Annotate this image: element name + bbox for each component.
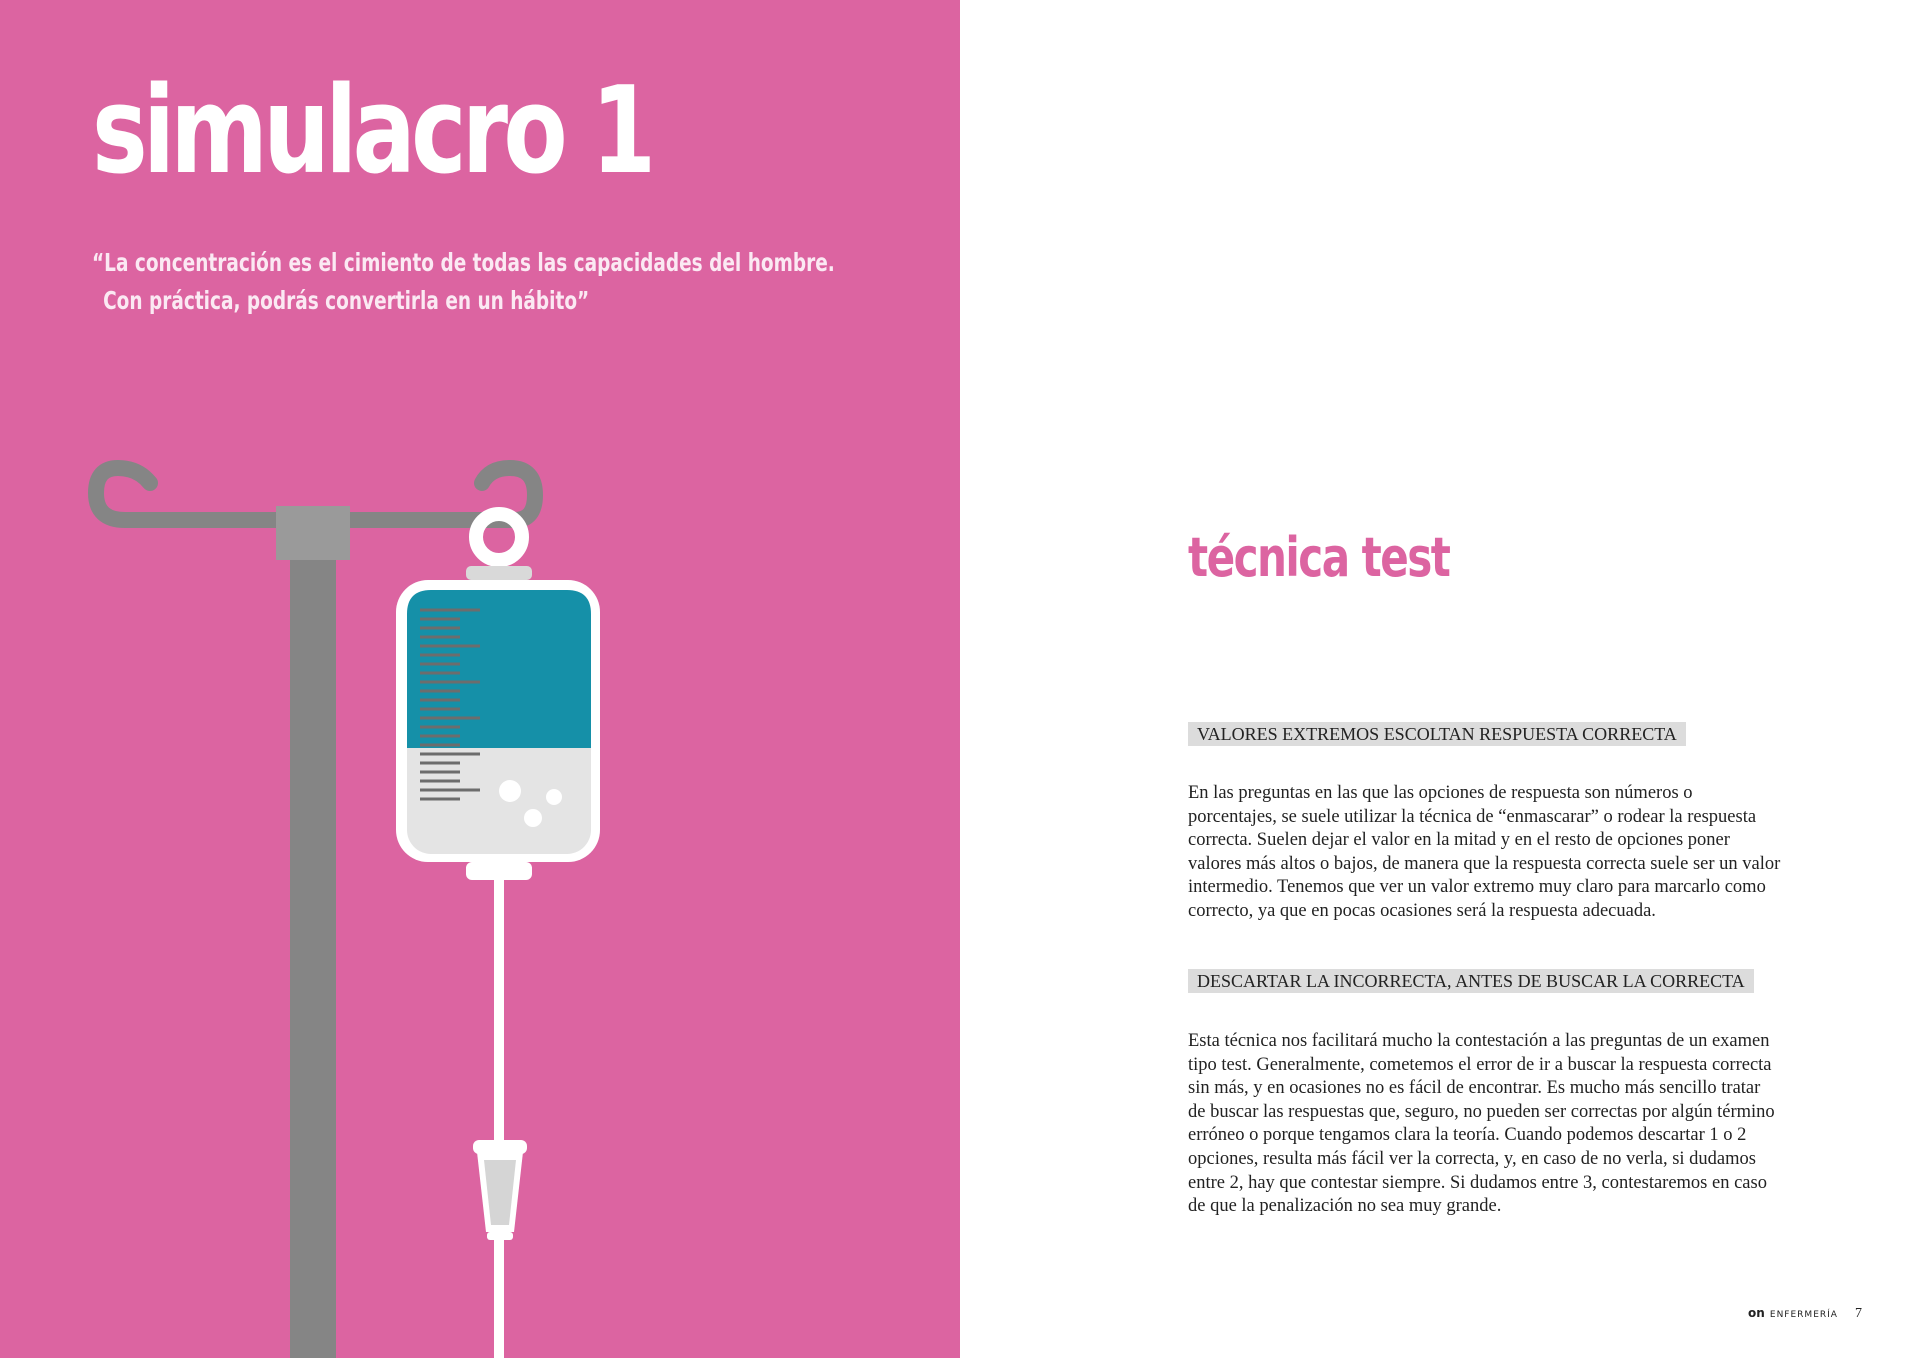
page-number: 7: [1855, 1306, 1863, 1321]
paragraph-line: En las preguntas en las que las opciones de respuesta son números o: [1188, 783, 1693, 803]
iv-bag-icon: [396, 514, 600, 880]
brand-name: ENFERMERÍA: [1769, 1310, 1838, 1320]
paragraph-line: entre 2, hay que contestar siempre. Si dudamos entre 3, contestaremos en caso: [1188, 1172, 1767, 1193]
chapter-title: simulacro 1: [92, 62, 652, 201]
paragraph-line: tipo test. Generalmente, cometemos el error de ir a buscar la respuesta correcta: [1188, 1054, 1772, 1075]
paragraph-line: valores más altos o bajos, de manera que la respuesta correcta suele ser un valor: [1188, 853, 1781, 874]
iv-tube-icon: [473, 878, 527, 1358]
paragraph-line: erróneo o porque tengamos clara la teoría. Cuando podemos descartar 1 o 2: [1188, 1125, 1747, 1146]
paragraph-descartar: [1188, 1030, 1848, 1219]
subsection-heading-valores-extremos: VALORES EXTREMOS ESCOLTAN RESPUESTA CORRECTA: [1188, 722, 1686, 746]
paragraph-line: correcto, ya que en pocas ocasiones será la respuesta adecuada.: [1188, 900, 1656, 921]
paragraph-line: correcta. Suelen dejar el valor en la mitad y en el resto de opciones poner: [1188, 830, 1730, 851]
paragraph-line: de que la penalización no sea muy grande.: [1188, 1196, 1502, 1217]
paragraph-line: Esta técnica nos facilitará mucho la contestación a las preguntas de un examen: [1188, 1031, 1770, 1051]
subsection-heading-descartar: DESCARTAR LA INCORRECTA, ANTES DE BUSCAR LA CORRECTA: [1188, 969, 1754, 993]
paragraph-valores-extremos: [1188, 782, 1848, 924]
paragraph-line: porcentajes, se suele utilizar la técnica de “enmascarar” o rodear la respuesta: [1188, 806, 1757, 827]
brand-prefix: on: [1748, 1306, 1765, 1320]
section-title: técnica test: [1188, 526, 1450, 589]
paragraph-line: sin más, y en ocasiones no es fácil de encontrar. Es mucho más sencillo tratar: [1188, 1078, 1761, 1099]
paragraph-line: intermedio. Tenemos que ver un valor extremo muy claro para marcarlo como: [1188, 877, 1766, 898]
paragraph-line: de buscar las respuestas que, seguro, no pueden ser correctas por algún término: [1188, 1101, 1775, 1122]
quote-line-1: “La concentración es el cimiento de todas las capacidades del hombre.: [92, 248, 835, 277]
paragraph-line: opciones, resulta más fácil ver la correcta, y, en caso de no verla, si dudamos: [1188, 1148, 1756, 1169]
quote-line-2: Con práctica, podrás convertirla en un hábito”: [103, 286, 590, 315]
page-footer: [1748, 1302, 1862, 1322]
